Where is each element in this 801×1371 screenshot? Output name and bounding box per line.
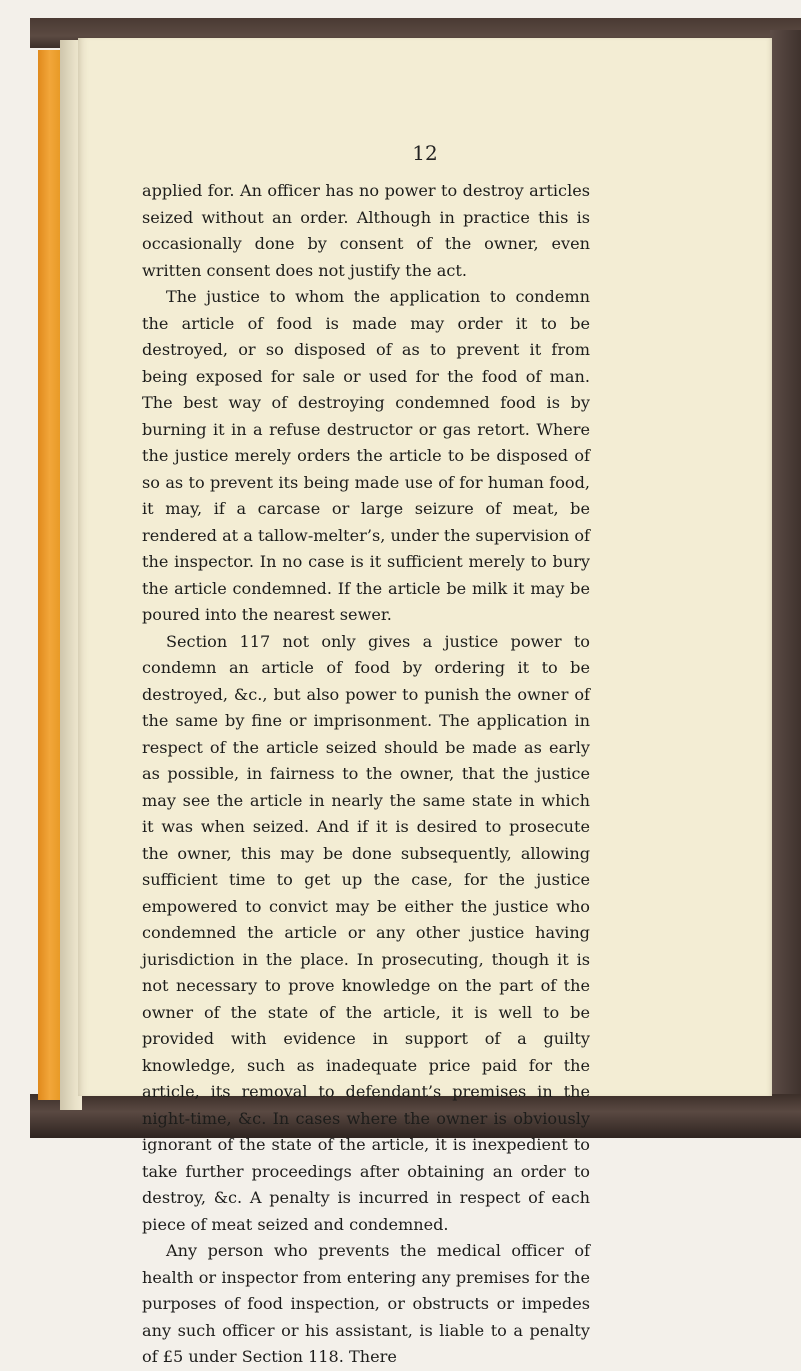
page-body-text	[142, 178, 590, 1371]
page-number: 12	[412, 141, 438, 165]
paragraph-3: Section 117 not only gives a justice power to condemn an article of food by ordering it to be destroyed, &c., but also power to punish the owner of the same by fine or imprisonment. The application in respect of the article seized should be made as early as possible, in fairness to the owner, that the justice may see the article in nearly the same state in which it was when seized. And if it is desired to prosecute the owner, this may be done subsequently, allowing sufficient time to get up the case, for the justice empowered to convict may be either the justice who condemned the article or any other justice having jurisdiction in the place. In prosecuting, though it is not necessary to prove knowledge on the part of the owner of the state of the article, it is well to be provided with evidence in support of a guilty knowledge, such as inadequate price paid for the article, its removal to defendant’s premises in the night-time, &c. In cases where the owner is obviously ignorant of the state of the article, it is inexpedient to take further proceedings after obtaining an order to destroy, &c. A penalty is incurred in respect of each piece of meat seized and condemned.	[142, 631, 590, 1234]
paragraph-4: Any person who prevents the medical officer of health or inspector from entering any premises for the purposes of food inspection, or obstructs or impedes any such officer or his assistant, is liable to a penalty of £5 under Section 118. There	[142, 1241, 590, 1366]
book-cover-right-edge	[770, 30, 801, 1110]
paragraph-2: The justice to whom the application to condemn the article of food is made may order it to be destroyed, or so disposed of as to prevent it from being exposed for sale or used for the food of man. The best way of destroying condemned food is by burning it in a refuse destructor or gas retort. Where the justice merely orders the article to be disposed of so as to prevent its being made use of for human food, it may, if a carcase or large seizure of meat, be rendered at a tallow-melter’s, under the supervision of the inspector. In no case is it sufficient merely to bury the article condemned. If the article be milk it may be poured into the nearest sewer.	[142, 287, 590, 624]
paragraph-1: applied for. An officer has no power to destroy articles seized without an order. Although in practice this is occasionally done by consent of the owner, even written consent does not justify the act.	[142, 181, 590, 280]
